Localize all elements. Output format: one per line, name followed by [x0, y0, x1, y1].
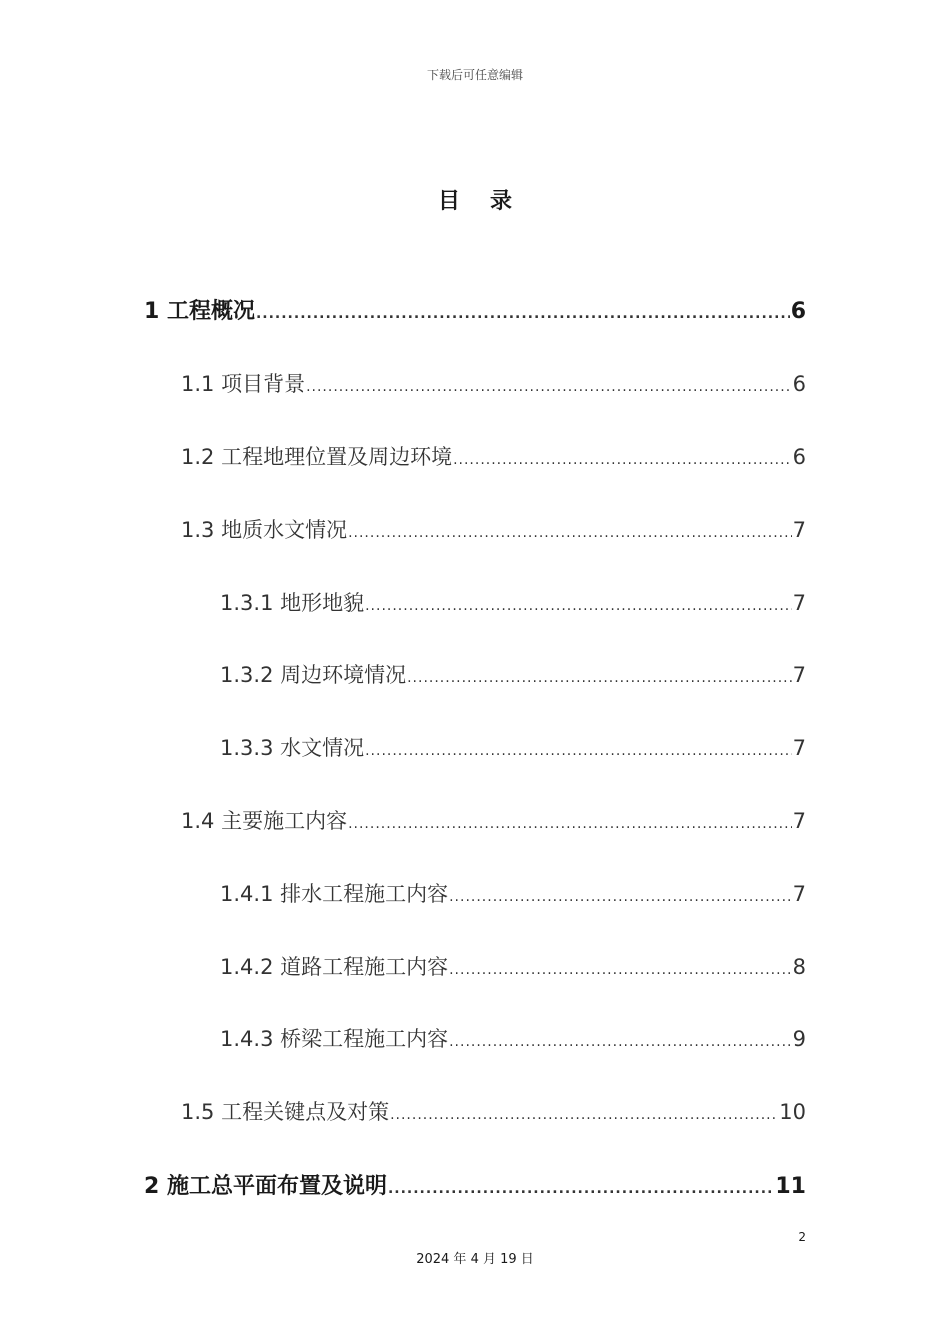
toc-entry-label: 1.3.2 周边环境情况	[220, 663, 407, 687]
toc-entry-page: 11	[775, 1174, 806, 1199]
toc-leader-dots	[348, 816, 792, 832]
toc-entry-label: 1.5 工程关键点及对策	[181, 1100, 390, 1124]
toc-entry[interactable]	[144, 294, 806, 325]
toc-entry[interactable]	[181, 1096, 806, 1126]
toc-entry-label: 1.1 项目背景	[181, 372, 306, 396]
toc-entry[interactable]	[181, 805, 806, 835]
toc-leader-dots	[407, 670, 792, 686]
toc-entry-label: 1.4.3 桥梁工程施工内容	[220, 1027, 449, 1051]
toc-entry-label: 1.2 工程地理位置及周边环境	[181, 445, 453, 469]
toc-entry-page: 7	[792, 518, 806, 542]
toc-entry[interactable]	[220, 878, 806, 908]
toc-entry-page: 7	[792, 882, 806, 906]
toc-entry[interactable]	[220, 951, 806, 981]
footer-date: 2024 年 4 月 19 日	[416, 1252, 534, 1267]
toc-entry-label: 1.4.1 排水工程施工内容	[220, 882, 449, 906]
toc-leader-dots	[365, 598, 792, 614]
toc-entry-page: 9	[792, 1027, 806, 1051]
toc-entry[interactable]	[181, 368, 806, 398]
toc-entry[interactable]	[220, 659, 806, 689]
toc-entry[interactable]	[181, 514, 806, 544]
toc-entry-page: 7	[792, 736, 806, 760]
toc-leader-dots	[348, 525, 792, 541]
toc-leader-dots	[449, 962, 792, 978]
toc-entry[interactable]	[220, 1023, 806, 1053]
toc-leader-dots	[365, 743, 792, 759]
toc-entry[interactable]	[220, 587, 806, 617]
toc-entry-page: 6	[792, 372, 806, 396]
toc-entry-label: 1.3 地质水文情况	[181, 518, 348, 542]
toc-leader-dots	[256, 306, 790, 322]
toc-entry-page: 7	[792, 591, 806, 615]
page-number: 2	[798, 1230, 806, 1244]
toc-leader-dots	[388, 1181, 774, 1197]
toc-entry-label: 1.3.3 水文情况	[220, 736, 365, 760]
toc-leader-dots	[449, 1034, 792, 1050]
toc-entry[interactable]	[144, 1169, 806, 1200]
toc-entry-page: 10	[779, 1100, 806, 1124]
toc-entry-page: 7	[792, 663, 806, 687]
toc-entry-label: 2 施工总平面布置及说明	[144, 1174, 387, 1199]
toc-entry-page: 7	[792, 809, 806, 833]
toc-leader-dots	[306, 379, 792, 395]
toc-leader-dots	[449, 889, 792, 905]
toc-leader-dots	[453, 452, 792, 468]
toc-entry-page: 6	[790, 299, 806, 324]
toc-entry-label: 1.4.2 道路工程施工内容	[220, 955, 449, 979]
toc-leader-dots	[390, 1107, 778, 1123]
header-note: 下载后可任意编辑	[426, 68, 523, 82]
toc-entry-label: 1.3.1 地形地貌	[220, 591, 365, 615]
toc-entry-page: 8	[792, 955, 806, 979]
toc-entry-label: 1 工程概况	[144, 299, 255, 324]
toc-entry[interactable]	[220, 732, 806, 762]
toc-entry-label: 1.4 主要施工内容	[181, 809, 348, 833]
toc-entry-page: 6	[792, 445, 806, 469]
toc-title: 目录	[437, 189, 542, 214]
toc-entry[interactable]	[181, 441, 806, 471]
